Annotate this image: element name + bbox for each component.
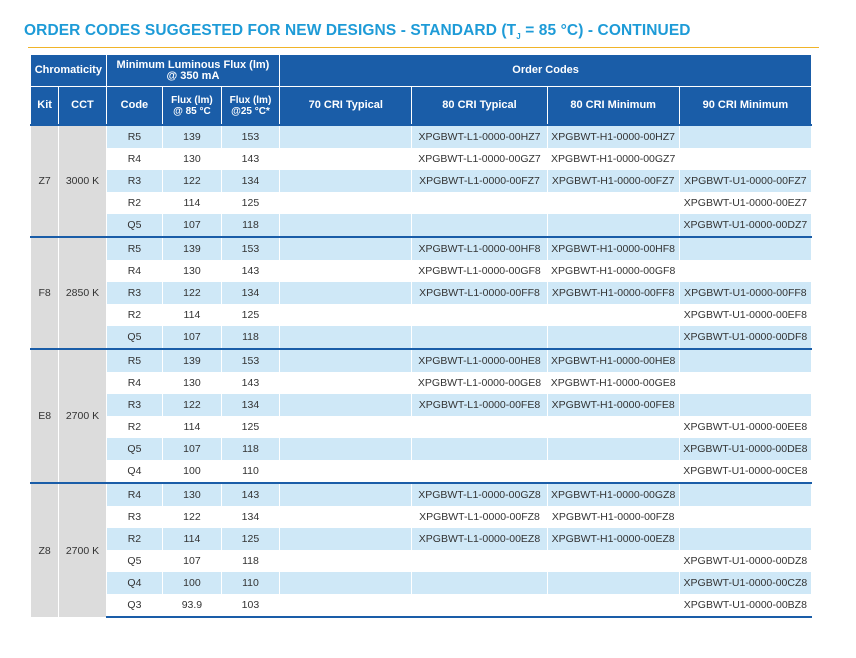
cri80-minimum-cell: XPGBWT-H1-0000-00HZ7 [547,125,679,148]
header-min-flux: Minimum Luminous Flux (lm) @ 350 mA [106,55,280,87]
cri80-typical-cell [412,438,547,460]
cri80-typical-cell: XPGBWT-L1-0000-00HZ7 [412,125,547,148]
cri80-minimum-cell [547,214,679,237]
code-cell: R4 [106,372,163,394]
flux-25-cell: 125 [221,528,280,550]
cri70-typical-cell [280,506,412,528]
cri80-typical-cell [412,594,547,617]
cri80-typical-cell [412,214,547,237]
flux-85-cell: 114 [163,416,222,438]
flux-85-cell: 107 [163,438,222,460]
cri70-typical-cell [280,170,412,192]
cri80-minimum-cell: XPGBWT-H1-0000-00HE8 [547,349,679,372]
cri80-typical-cell: XPGBWT-L1-0000-00HE8 [412,349,547,372]
table-row [31,528,812,550]
cri80-minimum-cell [547,572,679,594]
cri70-typical-cell [280,438,412,460]
flux-85-cell: 114 [163,304,222,326]
cri80-typical-cell: XPGBWT-L1-0000-00HF8 [412,237,547,260]
cri80-typical-cell: XPGBWT-L1-0000-00FF8 [412,282,547,304]
cri70-typical-cell [280,326,412,349]
cri90-minimum-cell [679,237,811,260]
flux-85-cell: 139 [163,349,222,372]
cri70-typical-cell [280,214,412,237]
flux-25-cell: 143 [221,372,280,394]
cri80-minimum-cell [547,460,679,483]
cri90-minimum-cell: XPGBWT-U1-0000-00FF8 [679,282,811,304]
cri70-typical-cell [280,260,412,282]
cri80-typical-cell: XPGBWT-L1-0000-00FZ8 [412,506,547,528]
flux-25-cell: 125 [221,192,280,214]
cri80-minimum-cell [547,326,679,349]
table-row [31,170,812,192]
cri80-typical-cell [412,572,547,594]
page-title: ORDER CODES SUGGESTED FOR NEW DESIGNS - STANDARD ($T_J = 85$ °C) - CONTINUED [24,22,691,42]
cri80-typical-cell: XPGBWT-L1-0000-00GF8 [412,260,547,282]
code-cell: R3 [106,506,163,528]
flux-25-cell: 118 [221,326,280,349]
flux-85-cell: 107 [163,326,222,349]
kit-cell: Z7 [31,125,59,237]
cri80-typical-cell [412,416,547,438]
code-cell: R5 [106,125,163,148]
table-row [31,214,812,237]
cct-cell: 2700 K [59,349,106,483]
table-row [31,483,812,506]
kit-cell: F8 [31,237,59,349]
code-cell: Q3 [106,594,163,617]
cct-cell: 2850 K [59,237,106,349]
header-order-codes: Order Codes [280,55,812,87]
cri70-typical-cell [280,416,412,438]
table-row [31,237,812,260]
cri70-typical-cell [280,572,412,594]
code-cell: R5 [106,237,163,260]
cri80-typical-cell: XPGBWT-L1-0000-00GE8 [412,372,547,394]
code-cell: Q5 [106,326,163,349]
cct-cell: 3000 K [59,125,106,237]
header-90-cri-minimum: 90 CRI Minimum [679,87,811,126]
code-cell: Q4 [106,572,163,594]
flux-25-cell: 125 [221,304,280,326]
flux-85-cell: 130 [163,372,222,394]
flux-85-cell: 139 [163,125,222,148]
header-flux-25: Flux (lm) @25 °C* [221,87,280,126]
flux-25-cell: 143 [221,148,280,170]
flux-25-cell: 134 [221,506,280,528]
header-chromaticity: Chromaticity [31,55,107,87]
header-80-cri-minimum: 80 CRI Minimum [547,87,679,126]
cri90-minimum-cell: XPGBWT-U1-0000-00CZ8 [679,572,811,594]
cri80-typical-cell [412,326,547,349]
cri90-minimum-cell: XPGBWT-U1-0000-00DF8 [679,326,811,349]
table-row [31,349,812,372]
cri80-typical-cell [412,550,547,572]
cri70-typical-cell [280,282,412,304]
cri80-typical-cell: XPGBWT-L1-0000-00FZ7 [412,170,547,192]
cri90-minimum-cell [679,125,811,148]
table-row [31,460,812,483]
cri80-typical-cell [412,304,547,326]
cri80-typical-cell: XPGBWT-L1-0000-00GZ8 [412,483,547,506]
header-row-sub [31,87,812,126]
cri80-minimum-cell [547,416,679,438]
flux-25-cell: 118 [221,438,280,460]
flux-25-cell: 118 [221,214,280,237]
code-cell: R3 [106,282,163,304]
cri90-minimum-cell [679,483,811,506]
table-row [31,506,812,528]
flux-25-cell: 134 [221,394,280,416]
cri70-typical-cell [280,237,412,260]
table-row [31,416,812,438]
header-70-cri-typical: 70 CRI Typical [280,87,412,126]
cri70-typical-cell [280,550,412,572]
table-row [31,260,812,282]
table-row [31,572,812,594]
flux-25-cell: 153 [221,125,280,148]
cri80-minimum-cell [547,438,679,460]
table-row [31,148,812,170]
code-cell: R2 [106,192,163,214]
flux-85-cell: 130 [163,148,222,170]
flux-85-cell: 122 [163,394,222,416]
cri90-minimum-cell [679,372,811,394]
header-80-cri-typical: 80 CRI Typical [412,87,547,126]
flux-25-cell: 118 [221,550,280,572]
flux-85-cell: 130 [163,260,222,282]
flux-25-cell: 110 [221,572,280,594]
cri70-typical-cell [280,594,412,617]
code-cell: R3 [106,170,163,192]
cri80-typical-cell [412,192,547,214]
cri90-minimum-cell: XPGBWT-U1-0000-00EF8 [679,304,811,326]
flux-25-cell: 103 [221,594,280,617]
cri80-minimum-cell [547,550,679,572]
flux-25-cell: 110 [221,460,280,483]
header-cct: CCT [59,87,106,126]
cri70-typical-cell [280,394,412,416]
flux-85-cell: 100 [163,572,222,594]
code-cell: R4 [106,483,163,506]
flux-85-cell: 122 [163,282,222,304]
cri70-typical-cell [280,192,412,214]
table-row [31,372,812,394]
cri90-minimum-cell [679,260,811,282]
order-codes-table [30,54,812,618]
header-row-top [31,55,812,87]
cct-cell: 2700 K [59,483,106,617]
cri90-minimum-cell: XPGBWT-U1-0000-00EZ7 [679,192,811,214]
cri90-minimum-cell: XPGBWT-U1-0000-00FZ7 [679,170,811,192]
kit-cell: E8 [31,349,59,483]
table-row [31,282,812,304]
flux-85-cell: 107 [163,214,222,237]
table-row [31,125,812,148]
flux-25-cell: 125 [221,416,280,438]
code-cell: Q4 [106,460,163,483]
flux-25-cell: 134 [221,282,280,304]
flux-85-cell: 139 [163,237,222,260]
cri90-minimum-cell [679,394,811,416]
cri80-minimum-cell: XPGBWT-H1-0000-00FZ8 [547,506,679,528]
flux-85-cell: 122 [163,506,222,528]
header-code: Code [106,87,163,126]
cri70-typical-cell [280,349,412,372]
code-cell: R5 [106,349,163,372]
cri80-minimum-cell: XPGBWT-H1-0000-00FZ7 [547,170,679,192]
code-cell: Q5 [106,550,163,572]
flux-85-cell: 107 [163,550,222,572]
table-row [31,192,812,214]
code-cell: R3 [106,394,163,416]
table-row [31,394,812,416]
cri80-minimum-cell [547,594,679,617]
code-cell: R4 [106,148,163,170]
table-row [31,438,812,460]
header-kit: Kit [31,87,59,126]
table-row [31,550,812,572]
cri80-typical-cell: XPGBWT-L1-0000-00FE8 [412,394,547,416]
table-row [31,594,812,617]
cri90-minimum-cell: XPGBWT-U1-0000-00BZ8 [679,594,811,617]
cri90-minimum-cell [679,349,811,372]
cri80-minimum-cell: XPGBWT-H1-0000-00GZ8 [547,483,679,506]
cri80-minimum-cell: XPGBWT-H1-0000-00FE8 [547,394,679,416]
cri90-minimum-cell: XPGBWT-U1-0000-00DZ8 [679,550,811,572]
table-row [31,326,812,349]
flux-85-cell: 93.9 [163,594,222,617]
cri80-minimum-cell: XPGBWT-H1-0000-00FF8 [547,282,679,304]
code-cell: R2 [106,304,163,326]
cri80-minimum-cell: XPGBWT-H1-0000-00HF8 [547,237,679,260]
cri80-typical-cell: XPGBWT-L1-0000-00GZ7 [412,148,547,170]
flux-25-cell: 143 [221,483,280,506]
table-body [31,125,812,617]
cri90-minimum-cell: XPGBWT-U1-0000-00DE8 [679,438,811,460]
cri80-minimum-cell: XPGBWT-H1-0000-00GF8 [547,260,679,282]
code-cell: Q5 [106,438,163,460]
code-cell: R4 [106,260,163,282]
kit-cell: Z8 [31,483,59,617]
code-cell: R2 [106,416,163,438]
cri70-typical-cell [280,460,412,483]
cri90-minimum-cell: XPGBWT-U1-0000-00CE8 [679,460,811,483]
cri70-typical-cell [280,528,412,550]
cri80-minimum-cell [547,304,679,326]
flux-85-cell: 130 [163,483,222,506]
cri90-minimum-cell [679,528,811,550]
flux-85-cell: 122 [163,170,222,192]
flux-85-cell: 114 [163,192,222,214]
cri80-typical-cell: XPGBWT-L1-0000-00EZ8 [412,528,547,550]
cri70-typical-cell [280,304,412,326]
flux-25-cell: 153 [221,349,280,372]
code-cell: R2 [106,528,163,550]
title-divider [28,47,819,48]
header-flux-85: Flux (lm) @ 85 °C [163,87,222,126]
cri90-minimum-cell: XPGBWT-U1-0000-00DZ7 [679,214,811,237]
table-row [31,304,812,326]
cri80-typical-cell [412,460,547,483]
cri70-typical-cell [280,148,412,170]
cri80-minimum-cell: XPGBWT-H1-0000-00GZ7 [547,148,679,170]
flux-85-cell: 100 [163,460,222,483]
cri80-minimum-cell [547,192,679,214]
cri90-minimum-cell [679,506,811,528]
flux-25-cell: 143 [221,260,280,282]
cri90-minimum-cell: XPGBWT-U1-0000-00EE8 [679,416,811,438]
cri80-minimum-cell: XPGBWT-H1-0000-00GE8 [547,372,679,394]
flux-25-cell: 134 [221,170,280,192]
cri70-typical-cell [280,372,412,394]
cri80-minimum-cell: XPGBWT-H1-0000-00EZ8 [547,528,679,550]
cri70-typical-cell [280,125,412,148]
flux-25-cell: 153 [221,237,280,260]
cri70-typical-cell [280,483,412,506]
code-cell: Q5 [106,214,163,237]
flux-85-cell: 114 [163,528,222,550]
cri90-minimum-cell [679,148,811,170]
